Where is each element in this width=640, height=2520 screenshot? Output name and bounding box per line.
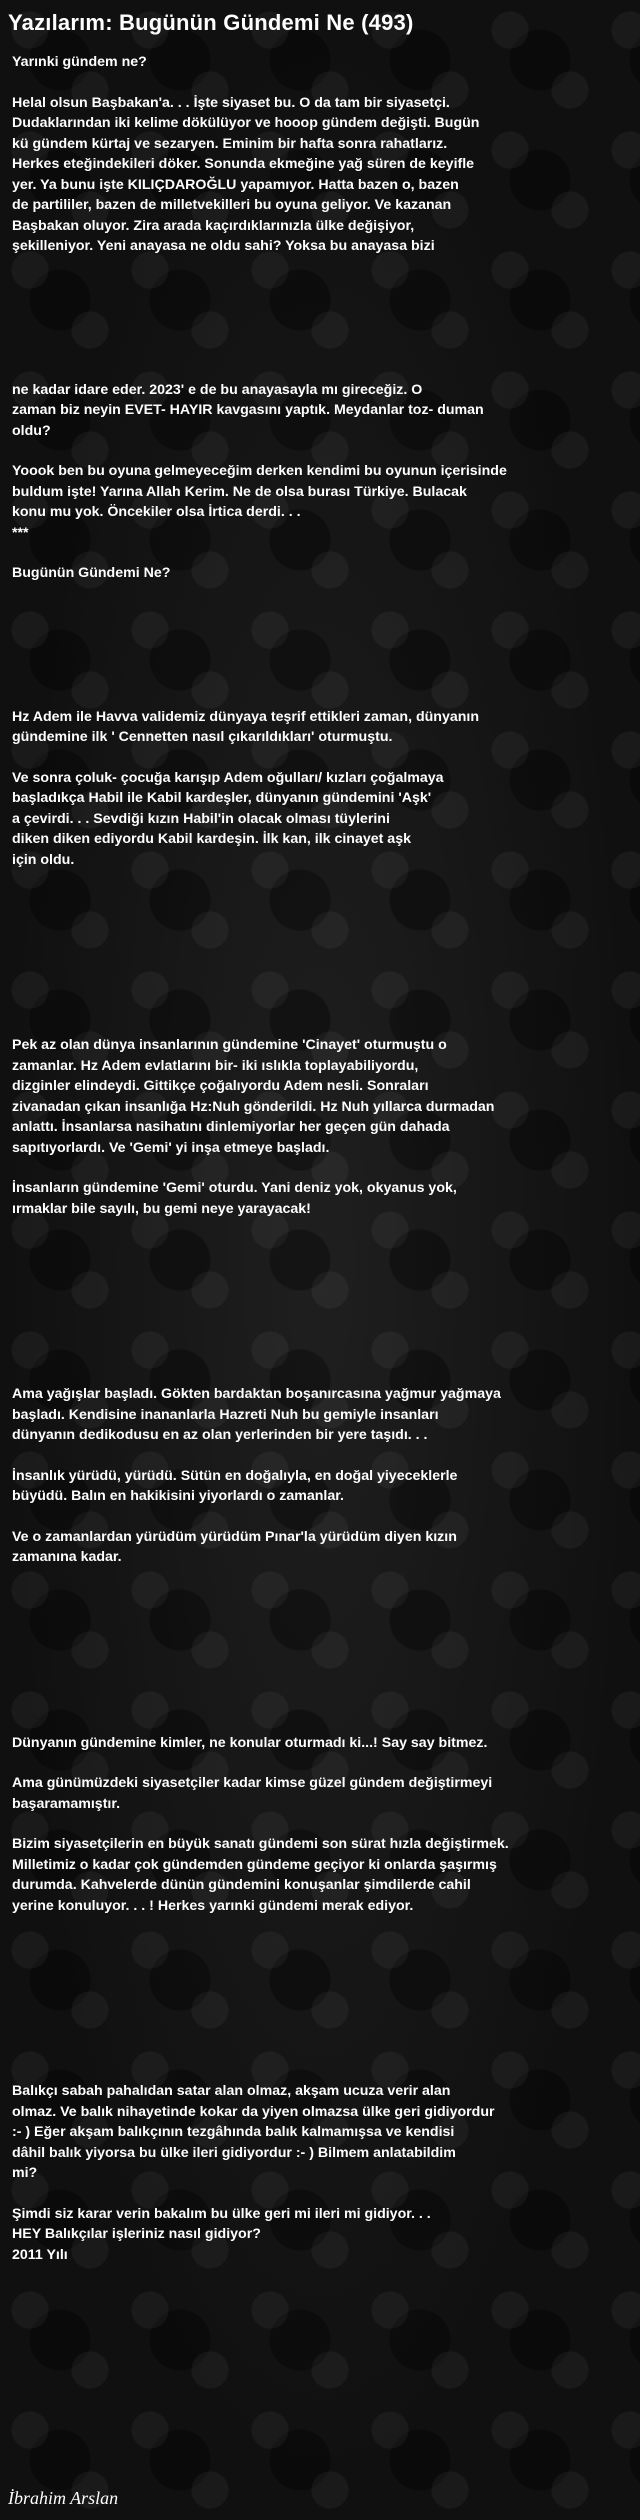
paragraph: Ama günümüzdeki siyasetçiler kadar kimse güzel gündem değiştirmeyi başaramamıştır. bbox=[12, 1775, 493, 1812]
paragraph: ne kadar idare eder. 2023' e de bu anayasayla mı gireceğiz. O zaman biz neyin EVET- HAYIR kavgasını yaptık. Meydanlar toz- duman oldu? bbox=[12, 381, 484, 439]
paragraph: İnsanlık yürüdü, yürüdü. Sütün en doğalıyla, en doğal yiyeceklerle büyüdü. Balın en hakikisini yiyorlardı o zamanlar. bbox=[12, 1467, 458, 1504]
paragraph: Helal olsun Başbakan'a. . . İşte siyaset bu. O da tam bir siyasetçi. Dudaklarından iki kelime dökülüyor ve hooop gündem değişti. Bugün kü gündem kürtaj ve sezaryen. Eminim bir hafta sonra rahatlarız. Herkes eteğindekileri döker. Sonunda ekmeğine yağ süren de keyifle yer. Ya bunu işte KILIÇDAROĞLU yapamıyor. Hatta bazen o, bazen de partililer, bazen de milletvekilleri bu oyuna geliyor. Ve kazanan Başbakan oluyor. Zira arada kaçırdıklarınızla ülke değişiyor, şekilleniyor. Yeni anayasa ne oldu sahi? Yoksa bu anayasa bizi bbox=[12, 94, 480, 254]
paragraph: Yarınki gündem ne? bbox=[12, 54, 147, 70]
paragraph: Ve sonra çoluk- çocuğa karışıp Adem oğulları/ kızları çoğalmaya başladıkça Habil ile Kabil kardeşler, dünyanın gündemini 'Aşk' a çevirdi. . . Sevdiği kızın Habil'in olacak olması tüylerini diken diken ediyordu Kabil kardeşin. İlk kan, ilk cinayet aşk için oldu. bbox=[12, 769, 444, 868]
poem-body bbox=[12, 52, 632, 2265]
paragraph: Şimdi siz karar verin bakalım bu ülke geri mi ileri mi gidiyor. . . HEY Balıkçılar işleriniz nasıl gidiyor? 2011 Yılı bbox=[12, 2205, 431, 2263]
paragraph: Bizim siyasetçilerin en büyük sanatı gündemi son sürat hızla değiştirmek. Milletimiz o kadar çok gündemden gündeme geçiyor ki onlarda şaşırmış durumda. Kahvelerde dünün gündemini konuşanlar şimdilerde cahil yerine konuluyor. . . ! Herkes yarınki gündemi merak ediyor. bbox=[12, 1836, 509, 1914]
paragraph: Dünyanın gündemine kimler, ne konular oturmadı ki...! Say say bitmez. bbox=[12, 1734, 488, 1751]
paragraph: İnsanların gündemine 'Gemi' oturdu. Yani deniz yok, okyanus yok, ırmaklar bile sayılı, bu gemi neye yarayacak! bbox=[12, 1180, 457, 1217]
paragraph: Yoook ben bu oyuna gelmeyeceğim derken kendimi bu oyunun içerisinde buldum işte! Yarına Allah Kerim. Ne de olsa burası Türkiye. Bulacak konu mu yok. Öncekiler olsa İrtica derdi. . . *** bbox=[12, 463, 507, 541]
paragraph: Pek az olan dünya insanlarının gündemine 'Cinayet' oturmuştu o zamanlar. Hz Adem evlatlarını bir- iki ıslıkla toplayabiliyordu, dizginler elindeydi. Gittikçe çoğalıyordu Adem nesli. Sonraları zivanadan çıkan insanlığa Hz:Nuh gönderildi. Hz Nuh yıllarca durmadan anlattı. İnsanlarsa nasihatını dinlemiyorlar her geçen gün dahada sapıtıyorlardı. Ve 'Gemi' yi inşa etmeye başladı. bbox=[12, 1037, 495, 1156]
section-heading: Bugünün Gündemi Ne? bbox=[12, 565, 171, 581]
page-title: Yazılarım: Bugünün Gündemi Ne (493) bbox=[8, 10, 414, 35]
paragraph: Balıkçı sabah pahalıdan satar alan olmaz, akşam ucuza verir alan olmaz. Ve balık nihayetinde kokar da yiyen olmazsa ülke geri gidiyordur :- ) Eğer akşam balıkçının tezgâhında balık kalmamışsa ve kendisi dâhil balık yiyorsa bu ülke ileri gidiyordur :- ) Bilmem anlatabildim mi? bbox=[12, 2083, 495, 2181]
paragraph: Hz Adem ile Havva validemiz dünyaya teşrif ettikleri zaman, dünyanın gündemine ilk ' Cennetten nasıl çıkarıldıkları' oturmuştu. bbox=[12, 708, 480, 745]
author-signature: İbrahim Arslan bbox=[8, 2488, 119, 2508]
paragraph: Ama yağışlar başladı. Gökten bardaktan boşanırcasına yağmur yağmaya başladı. Kendisine inananlarla Hazreti Nuh bu gemiyle insanları dünyanın dedikodusu en az olan yerlerinden bir yere taşıdı. . . bbox=[12, 1386, 501, 1443]
paragraph: Ve o zamanlardan yürüdüm yürüdüm Pınar'la yürüdüm diyen kızın zamanına kadar. bbox=[12, 1528, 457, 1565]
